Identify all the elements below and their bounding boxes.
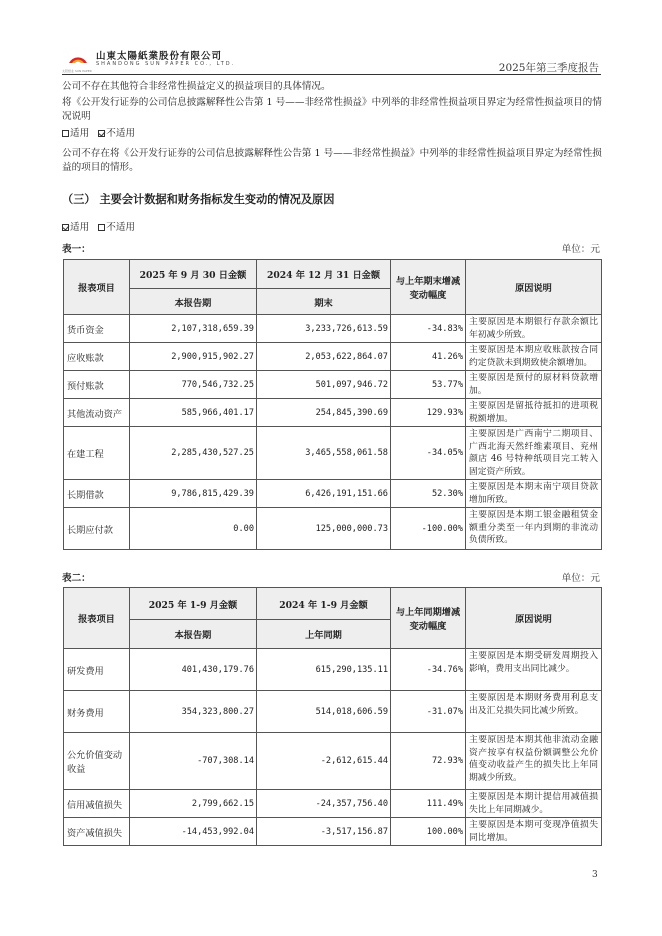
header-sub1: 本报告期 bbox=[130, 620, 257, 649]
header-col2: 2024 年 12 月 31 日金额 bbox=[257, 260, 391, 289]
row-value-current: 2,799,662.15 bbox=[130, 790, 257, 818]
report-name: 2025年第三季度报告 bbox=[498, 62, 599, 74]
header-change: 与上年同期增减变动幅度 bbox=[391, 588, 466, 649]
table-row bbox=[64, 818, 602, 846]
row-change-pct: -31.07% bbox=[391, 691, 466, 733]
table2-unit: 单位：元 bbox=[561, 573, 600, 584]
table-1 bbox=[63, 259, 602, 550]
header-sub2: 期末 bbox=[257, 289, 391, 315]
row-item-name: 在建工程 bbox=[64, 427, 130, 480]
row-value-current: 2,107,318,659.39 bbox=[130, 315, 257, 343]
table-row bbox=[64, 427, 602, 480]
row-change-pct: 52.30% bbox=[391, 480, 466, 508]
row-value-prior: 501,097,946.72 bbox=[257, 371, 391, 399]
header-reason: 原因说明 bbox=[466, 260, 602, 315]
row-reason: 主要原因是本期计提信用减值损失比上年同期减少。 bbox=[466, 790, 602, 818]
row-item-name: 预付账款 bbox=[64, 371, 130, 399]
table-row bbox=[64, 649, 602, 691]
option-applicable[interactable]: 适用 bbox=[62, 128, 89, 139]
table-row bbox=[64, 691, 602, 733]
row-item-name: 其他流动资产 bbox=[64, 399, 130, 427]
row-change-pct: 53.77% bbox=[391, 371, 466, 399]
intro-line-1: 公司不存在其他符合非经常性损益定义的损益项目的具体情况。 bbox=[62, 81, 331, 92]
row-item-name: 研发费用 bbox=[64, 649, 130, 691]
row-value-current: 770,546,732.25 bbox=[130, 371, 257, 399]
row-value-current: 401,430,179.76 bbox=[130, 649, 257, 691]
row-change-pct: 41.26% bbox=[391, 343, 466, 371]
table-row bbox=[64, 508, 602, 550]
table-row bbox=[64, 480, 602, 508]
table-row bbox=[64, 343, 602, 371]
header-col2: 2024 年 1-9 月金额 bbox=[257, 588, 391, 620]
row-value-prior: 125,000,000.73 bbox=[257, 508, 391, 550]
table-row bbox=[64, 315, 602, 343]
page-number: 3 bbox=[592, 870, 598, 880]
row-value-current: -707,308.14 bbox=[130, 733, 257, 790]
row-value-current: 2,285,430,527.25 bbox=[130, 427, 257, 480]
row-value-prior: 615,290,135.11 bbox=[257, 649, 391, 691]
row-value-current: 0.00 bbox=[130, 508, 257, 550]
row-change-pct: 129.93% bbox=[391, 399, 466, 427]
header-item: 报表项目 bbox=[64, 260, 130, 315]
table-row bbox=[64, 790, 602, 818]
row-value-current: -14,453,992.04 bbox=[130, 818, 257, 846]
row-reason: 主要原因是本期工银金融租赁金额重分类至一年内到期的非流动负债所致。 bbox=[466, 508, 602, 550]
row-item-name: 公允价值变动收益 bbox=[64, 733, 130, 790]
row-item-name: 财务费用 bbox=[64, 691, 130, 733]
row-value-prior: -2,612,615.44 bbox=[257, 733, 391, 790]
row-item-name: 货币资金 bbox=[64, 315, 130, 343]
table-row bbox=[64, 399, 602, 427]
sun-logo-icon bbox=[66, 44, 90, 68]
header-reason: 原因说明 bbox=[466, 588, 602, 649]
row-change-pct: -34.83% bbox=[391, 315, 466, 343]
checkbox-checked-icon[interactable] bbox=[98, 130, 105, 137]
table-row bbox=[64, 733, 602, 790]
row-value-current: 354,323,800.27 bbox=[130, 691, 257, 733]
logo-caption: 太阳纸业 SUN PAPER bbox=[62, 69, 92, 73]
option-not-applicable[interactable]: 不适用 bbox=[98, 128, 135, 139]
header-sub1: 本报告期 bbox=[130, 289, 257, 315]
row-reason: 主要原因是本期其他非流动金融资产按享有权益份额调整公允价值变动收益产生的损失比上年同期减少所致。 bbox=[466, 733, 602, 790]
section-title: （三） 主要会计数据和财务指标发生变动的情况及原因 bbox=[62, 192, 335, 206]
row-item-name: 长期应付款 bbox=[64, 508, 130, 550]
row-value-prior: 3,465,558,061.58 bbox=[257, 427, 391, 480]
row-reason: 主要原因是本期财务费用利息支出及汇兑损失同比减少所致。 bbox=[466, 691, 602, 733]
table2-label: 表二： bbox=[62, 573, 91, 584]
row-reason: 主要原因是本期末南宁项目贷款增加所致。 bbox=[466, 480, 602, 508]
company-name-en: SHANDONG SUN PAPER CO., LTD. bbox=[96, 61, 236, 67]
table1-unit: 单位：元 bbox=[561, 244, 600, 255]
option-not-applicable[interactable]: 不适用 bbox=[98, 222, 135, 233]
header-col1: 2025 年 1-9 月金额 bbox=[130, 588, 257, 620]
row-value-prior: 6,426,191,151.66 bbox=[257, 480, 391, 508]
intro-line-2: 将《公开发行证券的公司信息披露解释性公告第 1 号——非经常性损益》中列举的非经常性损益项目界定为经常性损益项目的情况说明 bbox=[62, 97, 602, 122]
row-item-name: 应收账款 bbox=[64, 343, 130, 371]
option-applicable[interactable]: 适用 bbox=[62, 222, 89, 233]
row-reason: 主要原因是本期应收账款按合同约定贷款未到期致使余额增加。 bbox=[466, 343, 602, 371]
row-reason: 主要原因是本期银行存款余额比年初减少所致。 bbox=[466, 315, 602, 343]
table1-label: 表一： bbox=[62, 244, 91, 255]
row-reason: 主要原因是本期可变现净值损失同比增加。 bbox=[466, 818, 602, 846]
row-change-pct: -34.05% bbox=[391, 427, 466, 480]
table-row bbox=[64, 371, 602, 399]
row-reason: 主要原因是预付的原材料贷款增加。 bbox=[466, 371, 602, 399]
row-change-pct: -34.76% bbox=[391, 649, 466, 691]
row-value-prior: 3,233,726,613.59 bbox=[257, 315, 391, 343]
section-options bbox=[62, 221, 602, 235]
row-value-prior: -3,517,156.87 bbox=[257, 818, 391, 846]
header-sub2: 上年同期 bbox=[257, 620, 391, 649]
row-value-current: 2,900,915,902.27 bbox=[130, 343, 257, 371]
row-value-current: 9,786,815,429.39 bbox=[130, 480, 257, 508]
header-change: 与上年期末增减变动幅度 bbox=[391, 260, 466, 315]
page-header bbox=[62, 40, 601, 75]
company-name-cn: 山東太陽紙業股份有限公司 bbox=[96, 51, 223, 62]
header-item: 报表项目 bbox=[64, 588, 130, 649]
row-reason: 主要原因是广西南宁二期项目、广西北海天然纤维素项目、兖州颜店 46 号特种纸项目完工转入固定资产所致。 bbox=[466, 427, 602, 480]
checkbox-unchecked-icon[interactable] bbox=[62, 130, 69, 137]
row-item-name: 资产减值损失 bbox=[64, 818, 130, 846]
row-change-pct: 100.00% bbox=[391, 818, 466, 846]
row-item-name: 长期借款 bbox=[64, 480, 130, 508]
row-item-name: 信用减值损失 bbox=[64, 790, 130, 818]
row-change-pct: 111.49% bbox=[391, 790, 466, 818]
row-change-pct: 72.93% bbox=[391, 733, 466, 790]
checkbox-unchecked-icon[interactable] bbox=[98, 224, 105, 231]
row-value-prior: 514,018,606.59 bbox=[257, 691, 391, 733]
intro-line-3: 公司不存在将《公开发行证券的公司信息披露解释性公告第 1 号——非经常性损益》中列举的非经常性损益项目界定为经常性损益的项目的情形。 bbox=[62, 148, 602, 173]
row-reason: 主要原因是本期受研发周期投入影响，费用支出同比减少。 bbox=[466, 649, 602, 691]
row-value-prior: 2,053,622,864.07 bbox=[257, 343, 391, 371]
checkbox-checked-icon[interactable] bbox=[62, 224, 69, 231]
row-value-prior: 254,845,390.69 bbox=[257, 399, 391, 427]
intro-options bbox=[62, 127, 602, 141]
row-reason: 主要原因是留抵待抵扣的进项税税额增加。 bbox=[466, 399, 602, 427]
header-col1: 2025 年 9 月 30 日金额 bbox=[130, 260, 257, 289]
table-2 bbox=[63, 587, 602, 846]
row-value-current: 585,966,401.17 bbox=[130, 399, 257, 427]
row-value-prior: -24,357,756.40 bbox=[257, 790, 391, 818]
row-change-pct: -100.00% bbox=[391, 508, 466, 550]
